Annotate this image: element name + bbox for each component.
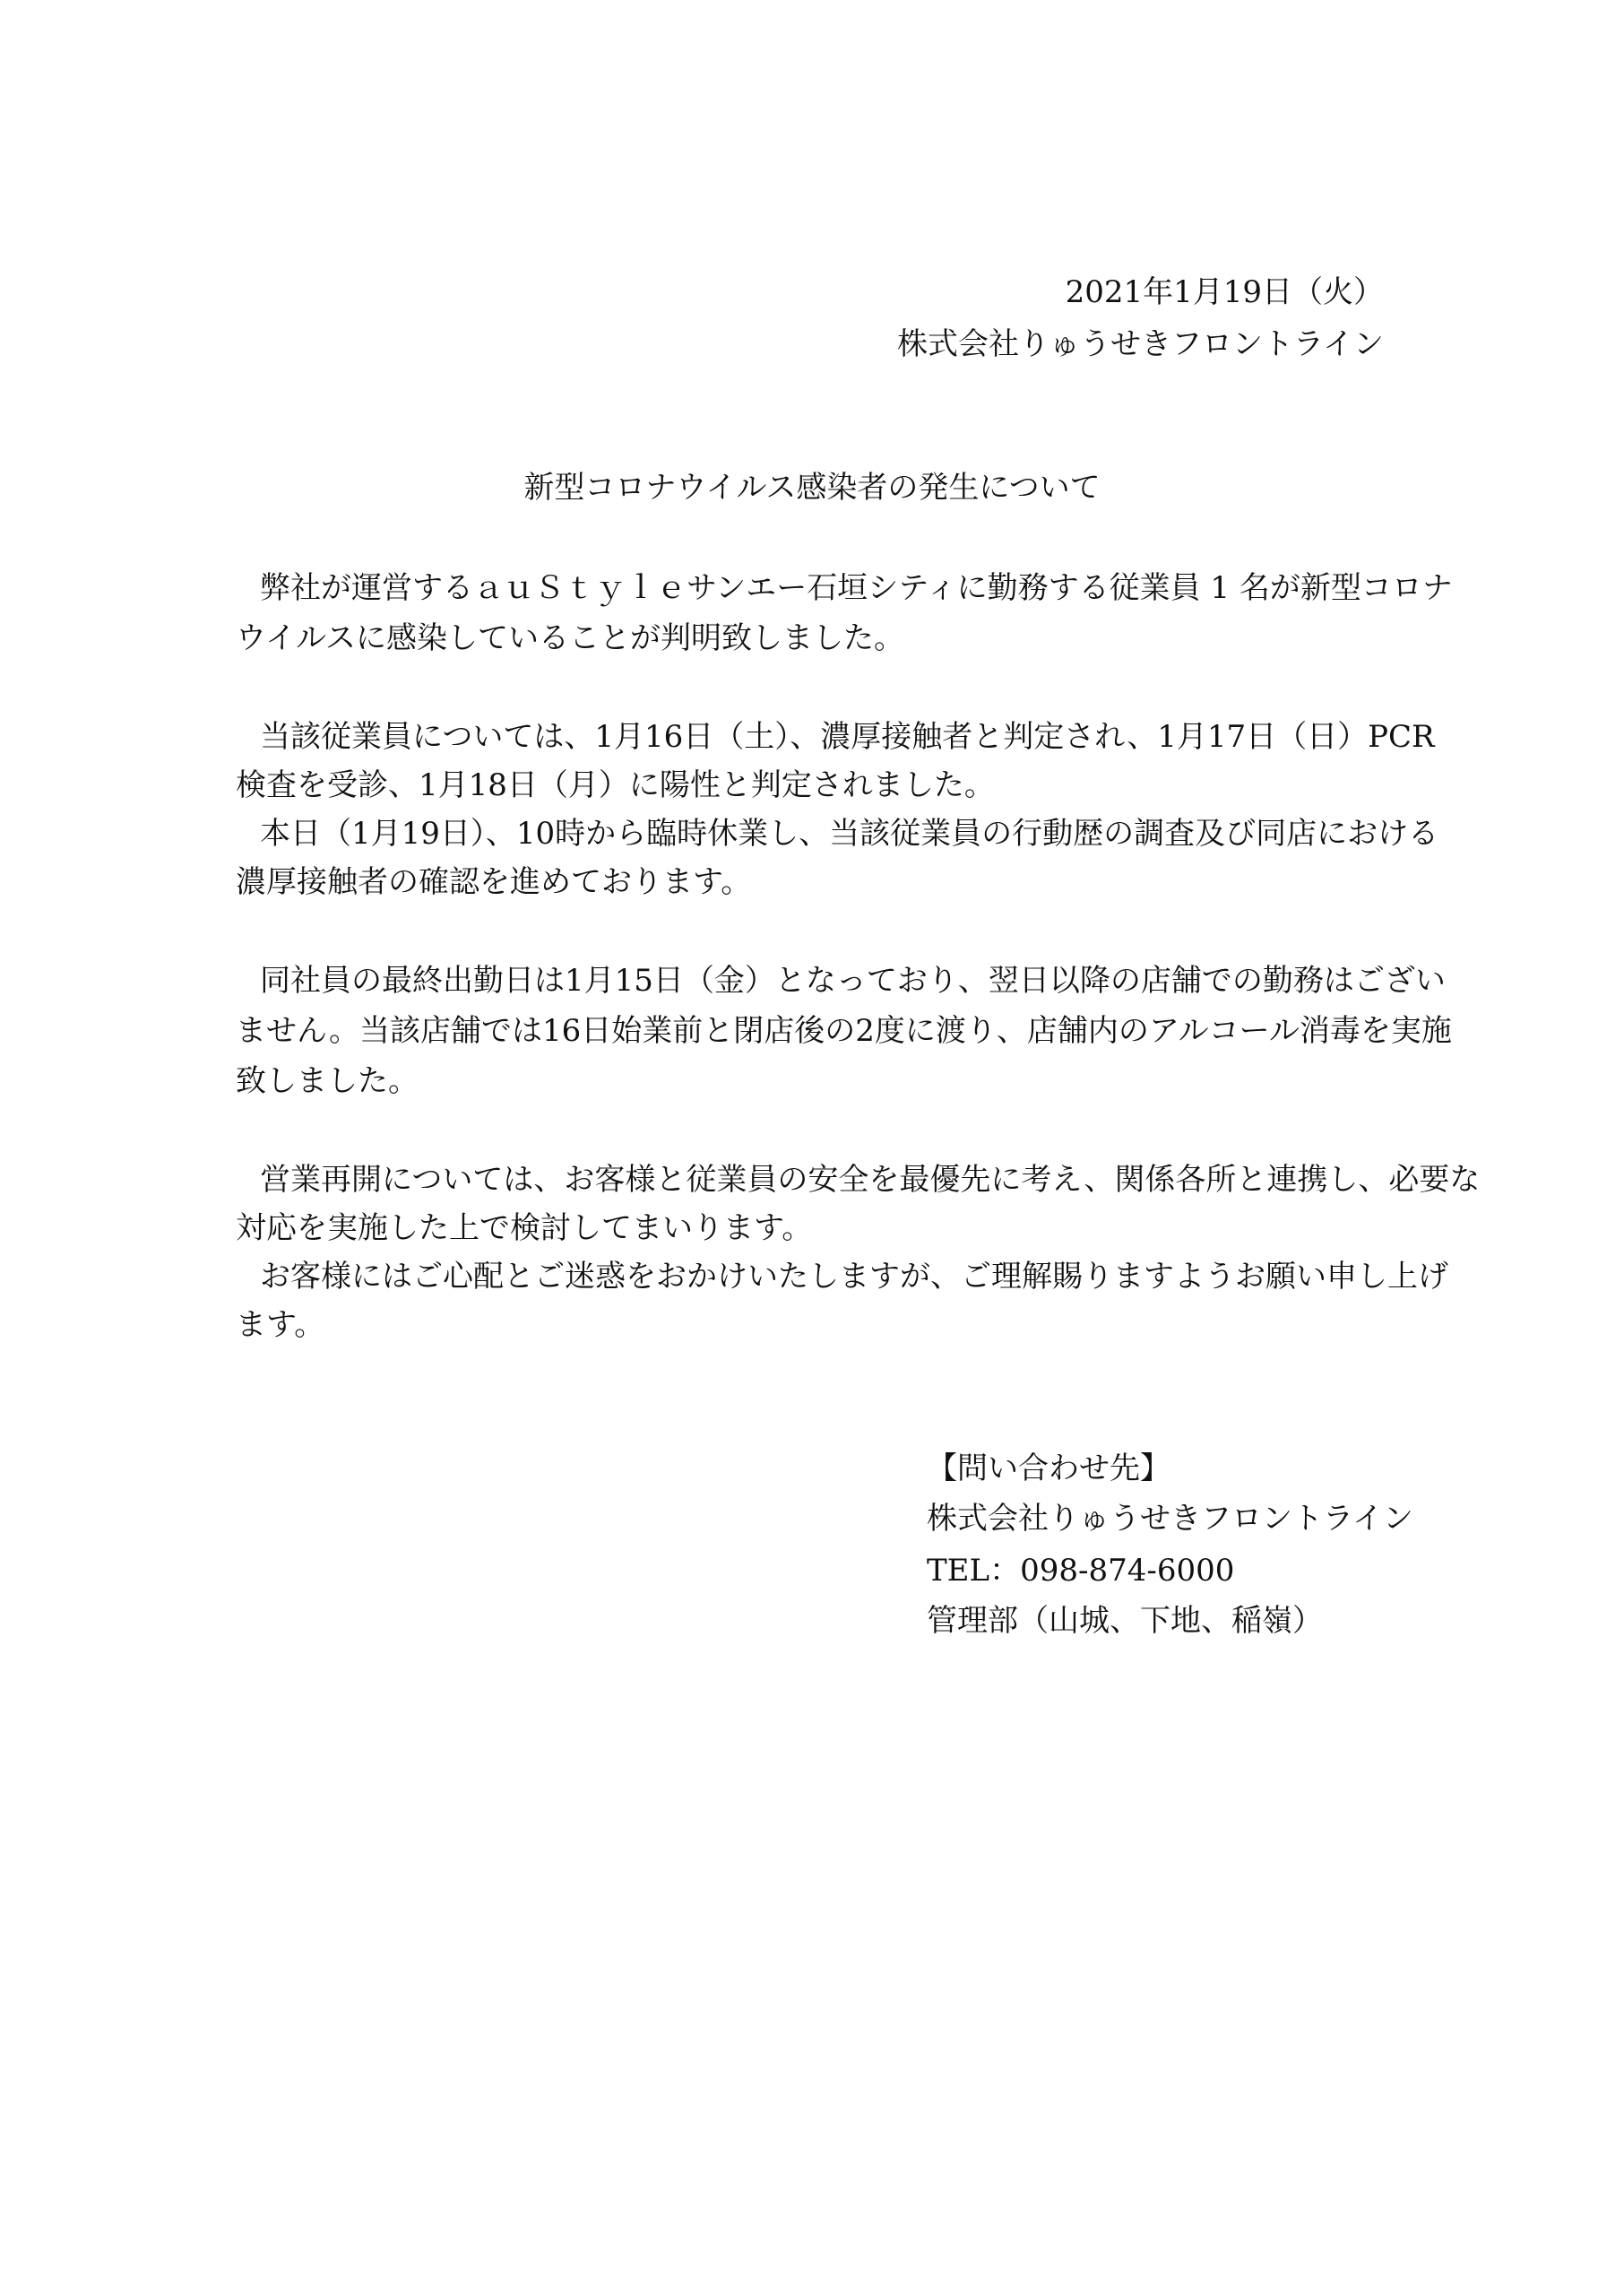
paragraph-2-line-1: 当該従業員については、1月16日（土）、濃厚接触者と判定され、1月17日（日）PCR (260, 719, 1435, 755)
paragraph-4-line-2: 対応を実施した上で検討してまいります。 (236, 1210, 813, 1246)
paragraph-2-line-3: 本日（1月19日）、10時から臨時休業し、当該従業員の行動歴の調査及び同店における (260, 816, 1439, 852)
paragraph-3-line-2: ません。当該店舗では16日始業前と閉店後の2度に渡り、店舗内のアルコール消毒を実施 (236, 1013, 1452, 1049)
document-title: 新型コロナウイルス感染者の発生について (523, 470, 1101, 506)
paragraph-1-line-2: ウイルスに感染していることが判明致しました。 (236, 620, 904, 656)
paragraph-4-line-3: お客様にはご心配とご迷惑をおかけいたしますが、ご理解賜りますようお願い申し上げ (260, 1259, 1448, 1295)
issuer-company: 株式会社りゅうせきフロントライン (897, 326, 1384, 362)
contact-department: 管理部（山城、下地、稲嶺） (927, 1603, 1323, 1639)
contact-company: 株式会社りゅうせきフロントライン (927, 1501, 1413, 1537)
paragraph-2-line-4: 濃厚接触者の確認を進めております。 (236, 864, 752, 900)
paragraph-2-line-2: 検査を受診、1月18日（月）に陽性と判定されました。 (236, 767, 995, 803)
paragraph-1-line-1: 弊社が運営するａｕＳｔｙｌｅサンエー石垣シティに勤務する従業員 1 名が新型コロナ (260, 570, 1453, 606)
paragraph-4-line-4: ます。 (236, 1307, 325, 1343)
paragraph-4-line-1: 営業再開については、お客様と従業員の安全を最優先に考え、関係各所と連携し、必要な (260, 1162, 1481, 1198)
contact-telephone: TEL：098-874-6000 (927, 1553, 1235, 1589)
paragraph-3-line-3: 致しました。 (236, 1063, 419, 1099)
paragraph-3-line-1: 同社員の最終出勤日は1月15日（金）となっており、翌日以降の店舗での勤務はござい (260, 963, 1446, 999)
document-date: 2021年1月19日（火） (1065, 274, 1384, 310)
contact-heading: 【問い合わせ先】 (927, 1451, 1170, 1486)
